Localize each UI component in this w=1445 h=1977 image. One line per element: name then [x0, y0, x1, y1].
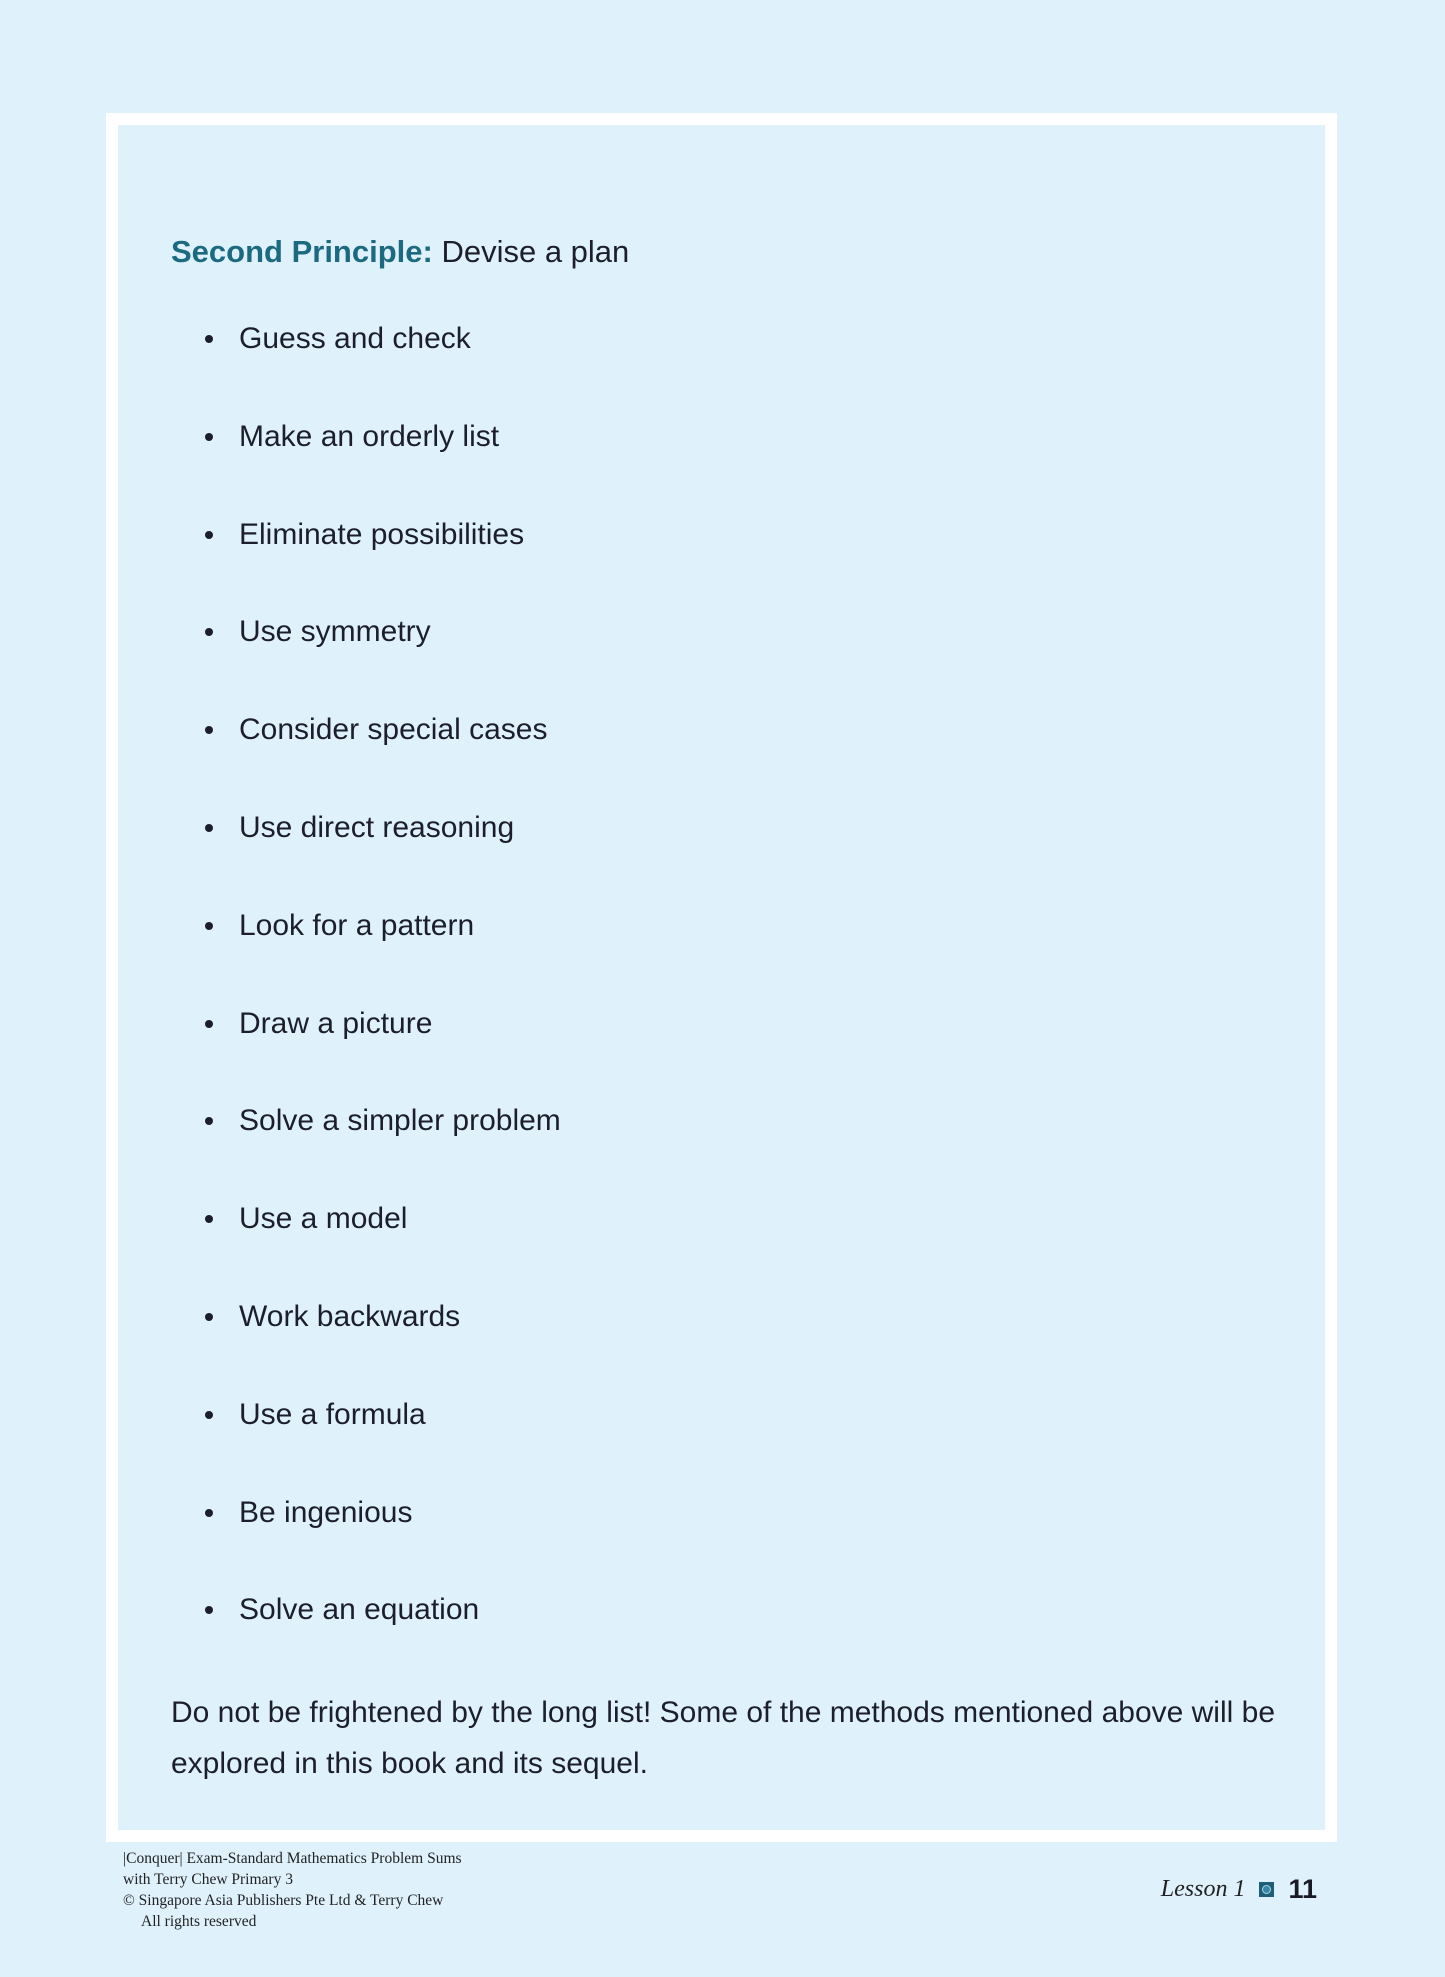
strategy-list: [205, 319, 561, 1688]
book-title-line: |Conquer| Exam-Standard Mathematics Problem Sums: [123, 1850, 462, 1867]
bullet-icon: [205, 922, 213, 930]
page-footer: [1161, 1874, 1317, 1905]
list-item: Look for a pattern: [205, 906, 561, 1004]
footer-credits: [123, 1848, 462, 1932]
section-heading: [171, 232, 629, 272]
bullet-icon: [205, 531, 213, 539]
list-item: Be ingenious: [205, 1493, 561, 1591]
list-item: Work backwards: [205, 1297, 561, 1395]
list-item: Use symmetry: [205, 612, 561, 710]
bullet-icon: [205, 628, 213, 636]
bullet-icon: [205, 1020, 213, 1028]
book-subtitle-line: with Terry Chew Primary 3: [123, 1871, 293, 1888]
list-item: Eliminate possibilities: [205, 515, 561, 613]
rights-line: All rights reserved: [141, 1913, 257, 1930]
page-number: 11: [1288, 1874, 1317, 1904]
list-item: Use a model: [205, 1199, 561, 1297]
heading-subtitle: Devise a plan: [432, 234, 630, 269]
bullet-icon: [205, 1509, 213, 1517]
list-item: Use a formula: [205, 1395, 561, 1493]
list-item: Solve a simpler problem: [205, 1101, 561, 1199]
list-item: Make an orderly list: [205, 417, 561, 515]
list-item: Consider special cases: [205, 710, 561, 808]
list-item: Solve an equation: [205, 1590, 561, 1688]
bullet-icon: [205, 335, 213, 343]
bullet-icon: [205, 1313, 213, 1321]
square-marker-icon: [1259, 1882, 1274, 1897]
list-item: Draw a picture: [205, 1004, 561, 1102]
bullet-icon: [205, 1117, 213, 1125]
bullet-icon: [205, 726, 213, 734]
bullet-icon: [205, 1215, 213, 1223]
heading-lead: Second Principle:: [171, 234, 433, 269]
bullet-icon: [205, 824, 213, 832]
lesson-label: Lesson 1: [1160, 1876, 1246, 1902]
bullet-icon: [205, 1411, 213, 1419]
list-item: Guess and check: [205, 319, 561, 417]
list-item: Use direct reasoning: [205, 808, 561, 906]
bullet-icon: [205, 433, 213, 441]
bullet-icon: [205, 1606, 213, 1614]
closing-paragraph: Do not be frightened by the long list! Some of the methods mentioned above will be explored in this book and its sequel.: [171, 1696, 1276, 1780]
copyright-line: © Singapore Asia Publishers Pte Ltd & Terry Chew: [123, 1892, 444, 1909]
